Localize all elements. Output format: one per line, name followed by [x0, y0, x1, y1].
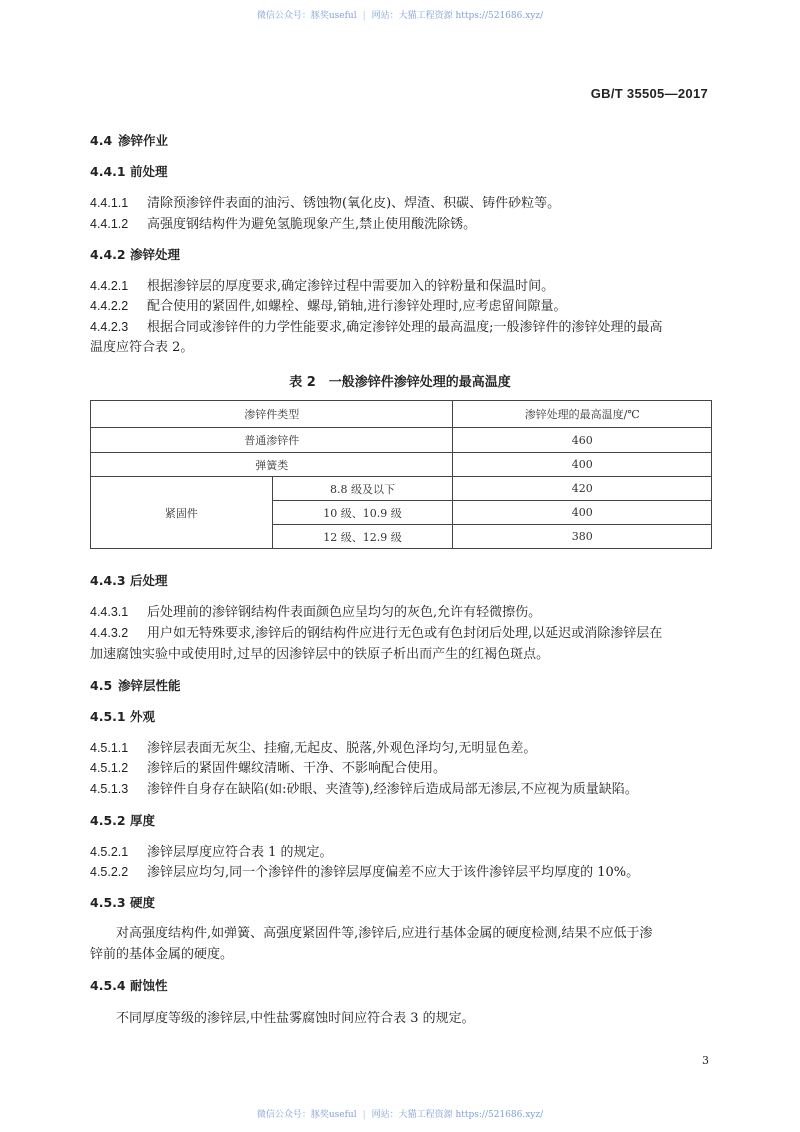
clause-text: 根据渗锌层的厚度要求,确定渗锌过程中需要加入的锌粉量和保温时间。 — [147, 279, 555, 294]
heading-4-4 — [90, 132, 168, 151]
clause-4-4-3-2-cont: 加速腐蚀实验中或使用时,过早的因渗锌层中的铁原子析出而产生的红褐色斑点。 — [90, 647, 550, 662]
clause-number: 4.4.2.1 — [90, 279, 129, 293]
header-temp: 渗锌处理的最高温度/℃ — [453, 401, 712, 428]
clause-4-4-1-2 — [90, 215, 476, 234]
cell-temp: 400 — [453, 453, 712, 477]
cell-temp: 420 — [453, 477, 712, 501]
heading-4-5-1 — [90, 708, 155, 727]
clause-text: 配合使用的紧固件,如螺栓、螺母,销轴,进行渗锌处理时,应考虑留间隙量。 — [147, 299, 567, 314]
cell-temp: 400 — [453, 501, 712, 525]
standard-code: GB/T 35505—2017 — [590, 86, 708, 101]
clause-4-4-1-1 — [90, 194, 560, 213]
table-2 — [90, 400, 712, 549]
page-number: 3 — [702, 1054, 709, 1067]
cell-type: 紧固件 — [91, 477, 273, 549]
table-header-row — [91, 401, 712, 428]
watermark-site: 网站：大猫工程资源 https://521686.xyz/ — [371, 1110, 544, 1120]
clause-number: 4.4.2.2 — [90, 299, 129, 313]
clause-number: 4.4.3.1 — [90, 605, 129, 619]
clause-4-4-2-3 — [90, 318, 663, 337]
watermark-top — [0, 8, 800, 21]
clause-4-5-1-2 — [90, 759, 446, 778]
section-title: 渗锌作业 — [118, 133, 169, 148]
clause-number: 4.5.2.2 — [90, 865, 129, 879]
heading-4-5-3 — [90, 894, 155, 913]
section-number: 4.4 — [90, 133, 113, 148]
heading-4-5-4 — [90, 977, 168, 996]
clause-text: 渗锌件自身存在缺陷(如:砂眼、夹渣等),经渗锌后造成局部无渗层,不应视为质量缺陷。 — [147, 782, 638, 797]
clause-4-5-1-3 — [90, 780, 638, 799]
clause-text: 用户如无特殊要求,渗锌后的钢结构件应进行无色或有色封闭后处理,以延迟或消除渗锌层在 — [147, 626, 663, 641]
clause-number: 4.5.2.1 — [90, 845, 129, 859]
heading-4-5 — [90, 677, 181, 696]
header-type: 渗锌件类型 — [91, 401, 453, 428]
clause-text: 渗锌层厚度应符合表 1 的规定。 — [147, 845, 333, 860]
paragraph-corrosion: 不同厚度等级的渗锌层,中性盐雾腐蚀时间应符合表 3 的规定。 — [116, 1011, 475, 1026]
clause-4-4-2-3-cont: 温度应符合表 2。 — [90, 340, 194, 355]
clause-4-5-2-2 — [90, 863, 639, 882]
clause-number: 4.4.2.3 — [90, 320, 129, 334]
clause-text: 高强度钢结构件为避免氢脆现象产生,禁止使用酸洗除锈。 — [147, 217, 477, 232]
section-number: 4.5.4 — [90, 978, 126, 993]
heading-4-5-2 — [90, 812, 155, 831]
heading-4-4-2 — [90, 246, 180, 265]
section-number: 4.4.1 — [90, 164, 126, 179]
clause-text: 渗锌层表面无灰尘、挂瘤,无起皮、脱落,外观色泽均匀,无明显色差。 — [147, 741, 537, 756]
clause-text: 后处理前的渗锌钢结构件表面颜色应呈均匀的灰色,允许有轻微擦伤。 — [147, 605, 542, 620]
section-title: 前处理 — [130, 164, 168, 179]
paragraph-hardness: 对高强度结构件,如弹簧、高强度紧固件等,渗锌后,应进行基体金属的硬度检测,结果不应低于渗 — [116, 926, 653, 941]
clause-4-4-2-1 — [90, 277, 554, 296]
section-number: 4.5.2 — [90, 813, 126, 828]
watermark-site: 网站：大猫工程资源 https://521686.xyz/ — [371, 11, 544, 21]
clause-text: 渗锌层应均匀,同一个渗锌件的渗锌层厚度偏差不应大于该件渗锌层平均厚度的 10%。 — [147, 865, 640, 880]
clause-text: 清除预渗锌件表面的油污、锈蚀物(氧化皮)、焊渣、积碳、铸件砂粒等。 — [147, 196, 561, 211]
section-title: 耐蚀性 — [130, 978, 168, 993]
clause-text: 根据合同或渗锌件的力学性能要求,确定渗锌处理的最高温度;一般渗锌件的渗锌处理的最高 — [147, 320, 663, 335]
watermark-separator: | — [362, 1110, 366, 1120]
table-row — [91, 428, 712, 453]
clause-4-5-2-1 — [90, 843, 333, 862]
clause-4-4-3-1 — [90, 603, 541, 622]
cell-type: 普通渗锌件 — [91, 428, 453, 453]
section-number: 4.5.1 — [90, 709, 126, 724]
section-title: 渗锌处理 — [130, 247, 181, 262]
watermark-wechat: 微信公众号：豚奖useful — [256, 11, 357, 21]
section-title: 硬度 — [130, 895, 156, 910]
clause-4-5-1-1 — [90, 739, 536, 758]
section-number: 4.5 — [90, 678, 113, 693]
watermark-wechat: 微信公众号：豚奖useful — [256, 1110, 357, 1120]
clause-number: 4.4.1.1 — [90, 196, 129, 210]
cell-grade: 8.8 级及以下 — [272, 477, 453, 501]
section-title: 渗锌层性能 — [118, 678, 181, 693]
section-number: 4.5.3 — [90, 895, 126, 910]
heading-4-4-3 — [90, 572, 168, 591]
section-number: 4.4.3 — [90, 573, 126, 588]
table-2-title: 表 2 一般渗锌件渗锌处理的最高温度 — [289, 375, 511, 390]
watermark-bottom — [0, 1107, 800, 1120]
clause-text: 渗锌后的紧固件螺纹清晰、干净、不影响配合使用。 — [147, 761, 447, 776]
cell-grade: 10 级、10.9 级 — [272, 501, 453, 525]
cell-grade: 12 级、12.9 级 — [272, 525, 453, 549]
clause-4-4-3-2 — [90, 624, 662, 643]
watermark-separator: | — [362, 11, 366, 21]
section-title: 外观 — [130, 709, 156, 724]
clause-number: 4.5.1.1 — [90, 741, 129, 755]
table-row — [91, 453, 712, 477]
table-row — [91, 477, 712, 501]
section-number: 4.4.2 — [90, 247, 126, 262]
cell-temp: 460 — [453, 428, 712, 453]
clause-number: 4.4.3.2 — [90, 626, 129, 640]
paragraph-hardness-cont: 锌前的基体金属的硬度。 — [90, 947, 234, 962]
cell-temp: 380 — [453, 525, 712, 549]
clause-number: 4.5.1.2 — [90, 761, 129, 775]
section-title: 后处理 — [130, 573, 168, 588]
clause-number: 4.5.1.3 — [90, 782, 129, 796]
clause-number: 4.4.1.2 — [90, 217, 129, 231]
clause-4-4-2-2 — [90, 297, 567, 316]
heading-4-4-1 — [90, 163, 168, 182]
section-title: 厚度 — [130, 813, 156, 828]
cell-type: 弹簧类 — [91, 453, 453, 477]
